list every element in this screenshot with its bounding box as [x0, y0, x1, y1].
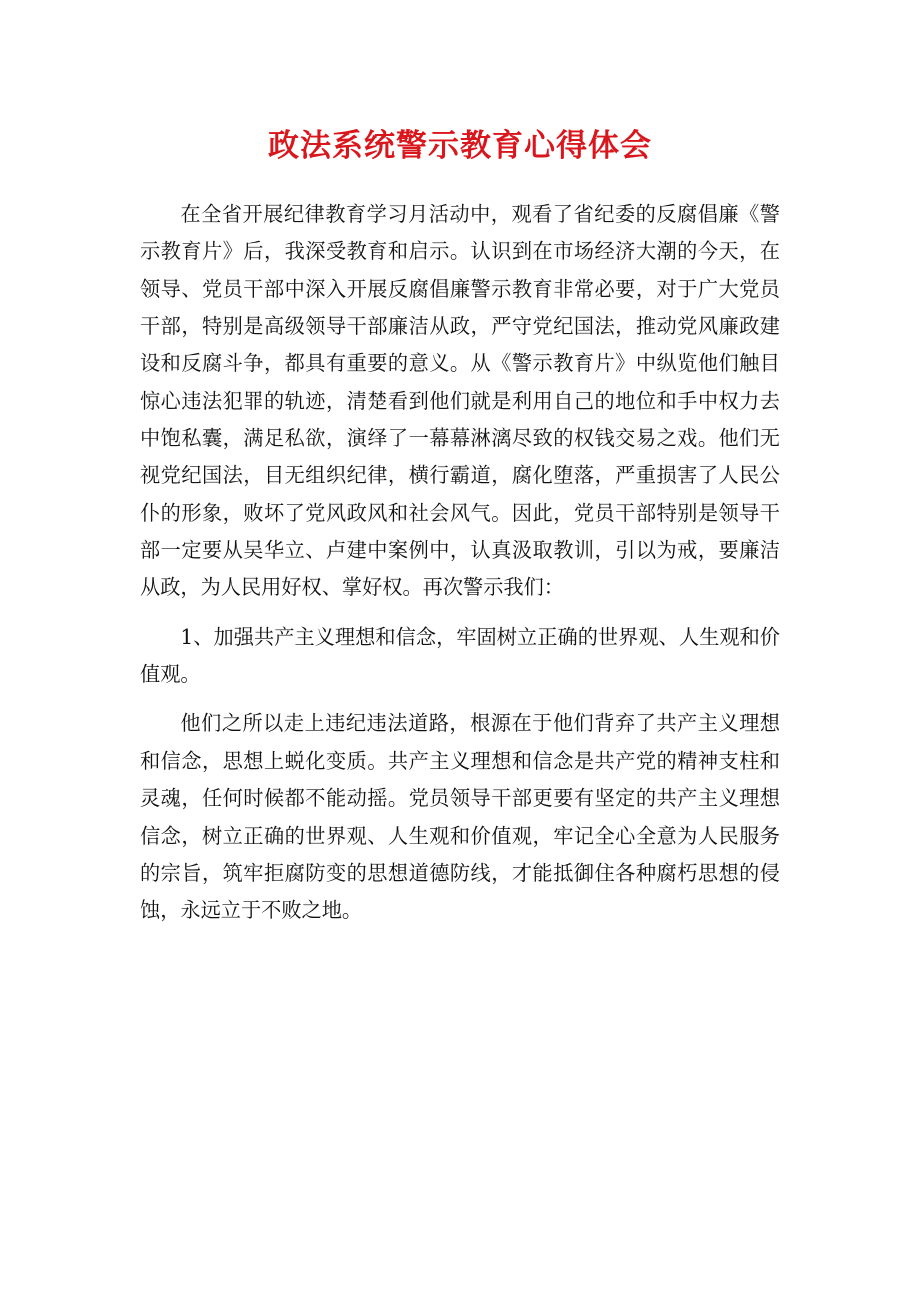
- document-title: 政法系统警示教育心得体会: [268, 128, 652, 164]
- body-paragraph-intro: 在全省开展纪律教育学习月活动中，观看了省纪委的反腐倡廉《警示教育片》后，我深受教育和启示。认识到在市场经济大潮的今天，在领导、党员干部中深入开展反腐倡廉警示教育非常必要，对于广大党员干部，特别是高级领导干部廉洁从政，严守党纪国法，推动党风廉政建设和反腐斗争，都具有重要的意义。从《警示教育片》中纵览他们触目惊心违法犯罪的轨迹，清楚看到他们就是利用自己的地位和手中权力去中饱私囊，满足私欲，演绎了一幕幕淋漓尽致的权钱交易之戏。他们无视党纪国法，目无组织纪律，横行霸道，腐化堕落，严重损害了人民公仆的形象，败坏了党风政风和社会风气。因此，党员干部特别是领导干部一定要从吴华立、卢建中案例中，认真汲取教训，引以为戒，要廉洁从政，为人民用好权、掌好权。再次警示我们：: [140, 202, 780, 600]
- body-paragraph-explanation: 他们之所以走上违纪违法道路，根源在于他们背弃了共产主义理想和信念，思想上蜕化变质。共产主义理想和信念是共产党的精神支柱和灵魂，任何时候都不能动摇。党员领导干部更要有坚定的共产主义理想信念，树立正确的世界观、人生观和价值观，牢记全心全意为人民服务的宗旨，筑牢拒腐防变的思想道德防线，才能抵御住各种腐朽思想的侵蚀，永远立于不败之地。: [140, 711, 780, 923]
- document-body: [140, 196, 780, 930]
- body-paragraph-point-1: 1、加强共产主义理想和信念，牢固树立正确的世界观、人生观和价值观。: [140, 624, 780, 687]
